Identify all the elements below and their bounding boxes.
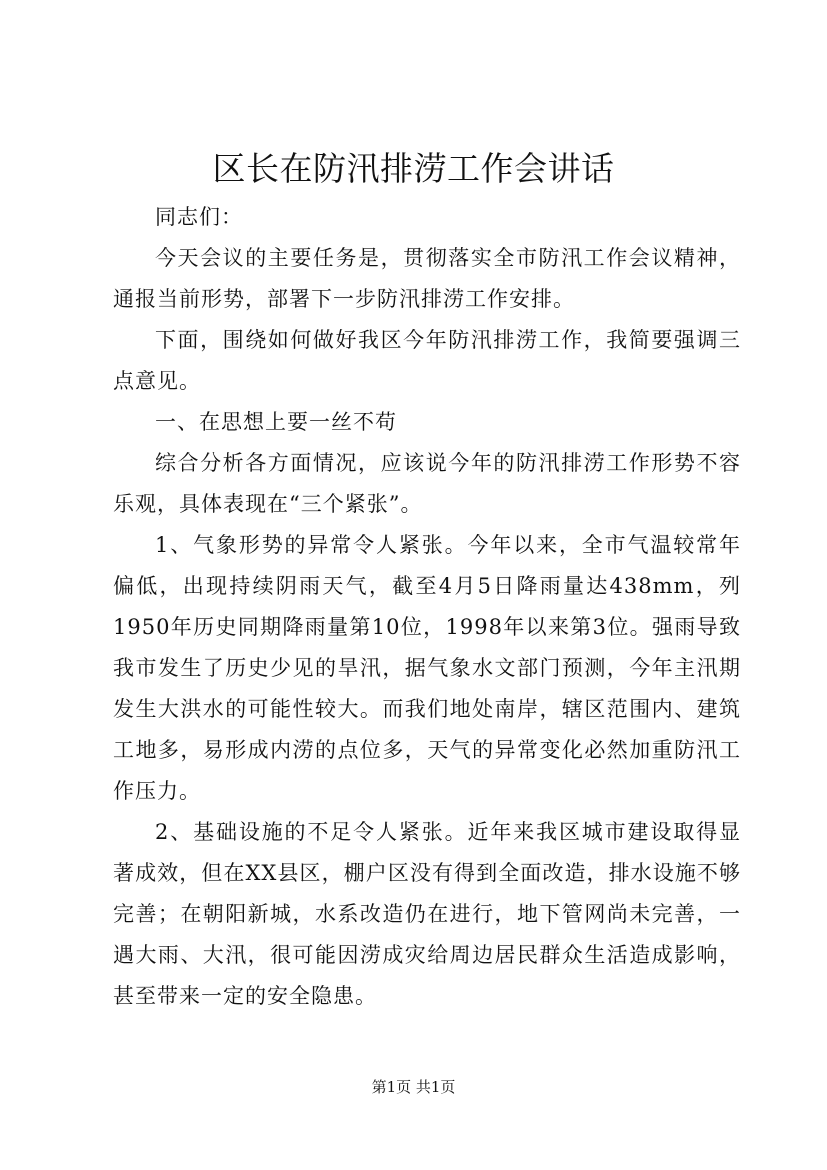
paragraph-infrastructure: 2、基础设施的不足令人紧张。近年来我区城市建设取得显著成效，但在XX县区，棚户区没有得到全面改造，排水设施不够完善；在朝阳新城，水系改造仍在进行，地下管网尚未完善，一遇大雨、大汛，很可能因涝成灾给周边居民群众生活造成影响，甚至带来一定的安全隐患。 (113, 820, 741, 1008)
paragraph-weather: 1、气象形势的异常令人紧张。今年以来，全市气温较常年偏低，出现持续阴雨天气，截至4月5日降雨量达438mm，列1950年历史同期降雨量第10位，1998年以来第3位。强雨导致我市发生了历史少见的旱汛，据气象水文部门预测，今年主汛期发生大洪水的可能性较大。而我们地处南岸，辖区范围内、建筑工地多，易形成内涝的点位多，天气的异常变化必然加重防汛工作压力。 (113, 533, 741, 803)
document-body (113, 197, 741, 1017)
section-heading-1: 一、在思想上要一丝不苟 (155, 410, 397, 434)
paragraph-salutation: 同志们： (155, 205, 243, 229)
paragraph-overview: 综合分析各方面情况，应该说今年的防汛排涝工作形势不容乐观，具体表现在“三个紧张”。 (113, 451, 741, 516)
document-title: 区长在防汛排涝工作会讲话 (212, 149, 615, 188)
page-number-footer: 第1页 共1页 (371, 1078, 456, 1096)
paragraph-meeting-purpose: 今天会议的主要任务是，贯彻落实全市防汛工作会议精神，通报当前形势，部署下一步防汛排涝工作安排。 (113, 246, 741, 311)
paragraph-three-points: 下面，围绕如何做好我区今年防汛排涝工作，我简要强调三点意见。 (113, 328, 741, 393)
